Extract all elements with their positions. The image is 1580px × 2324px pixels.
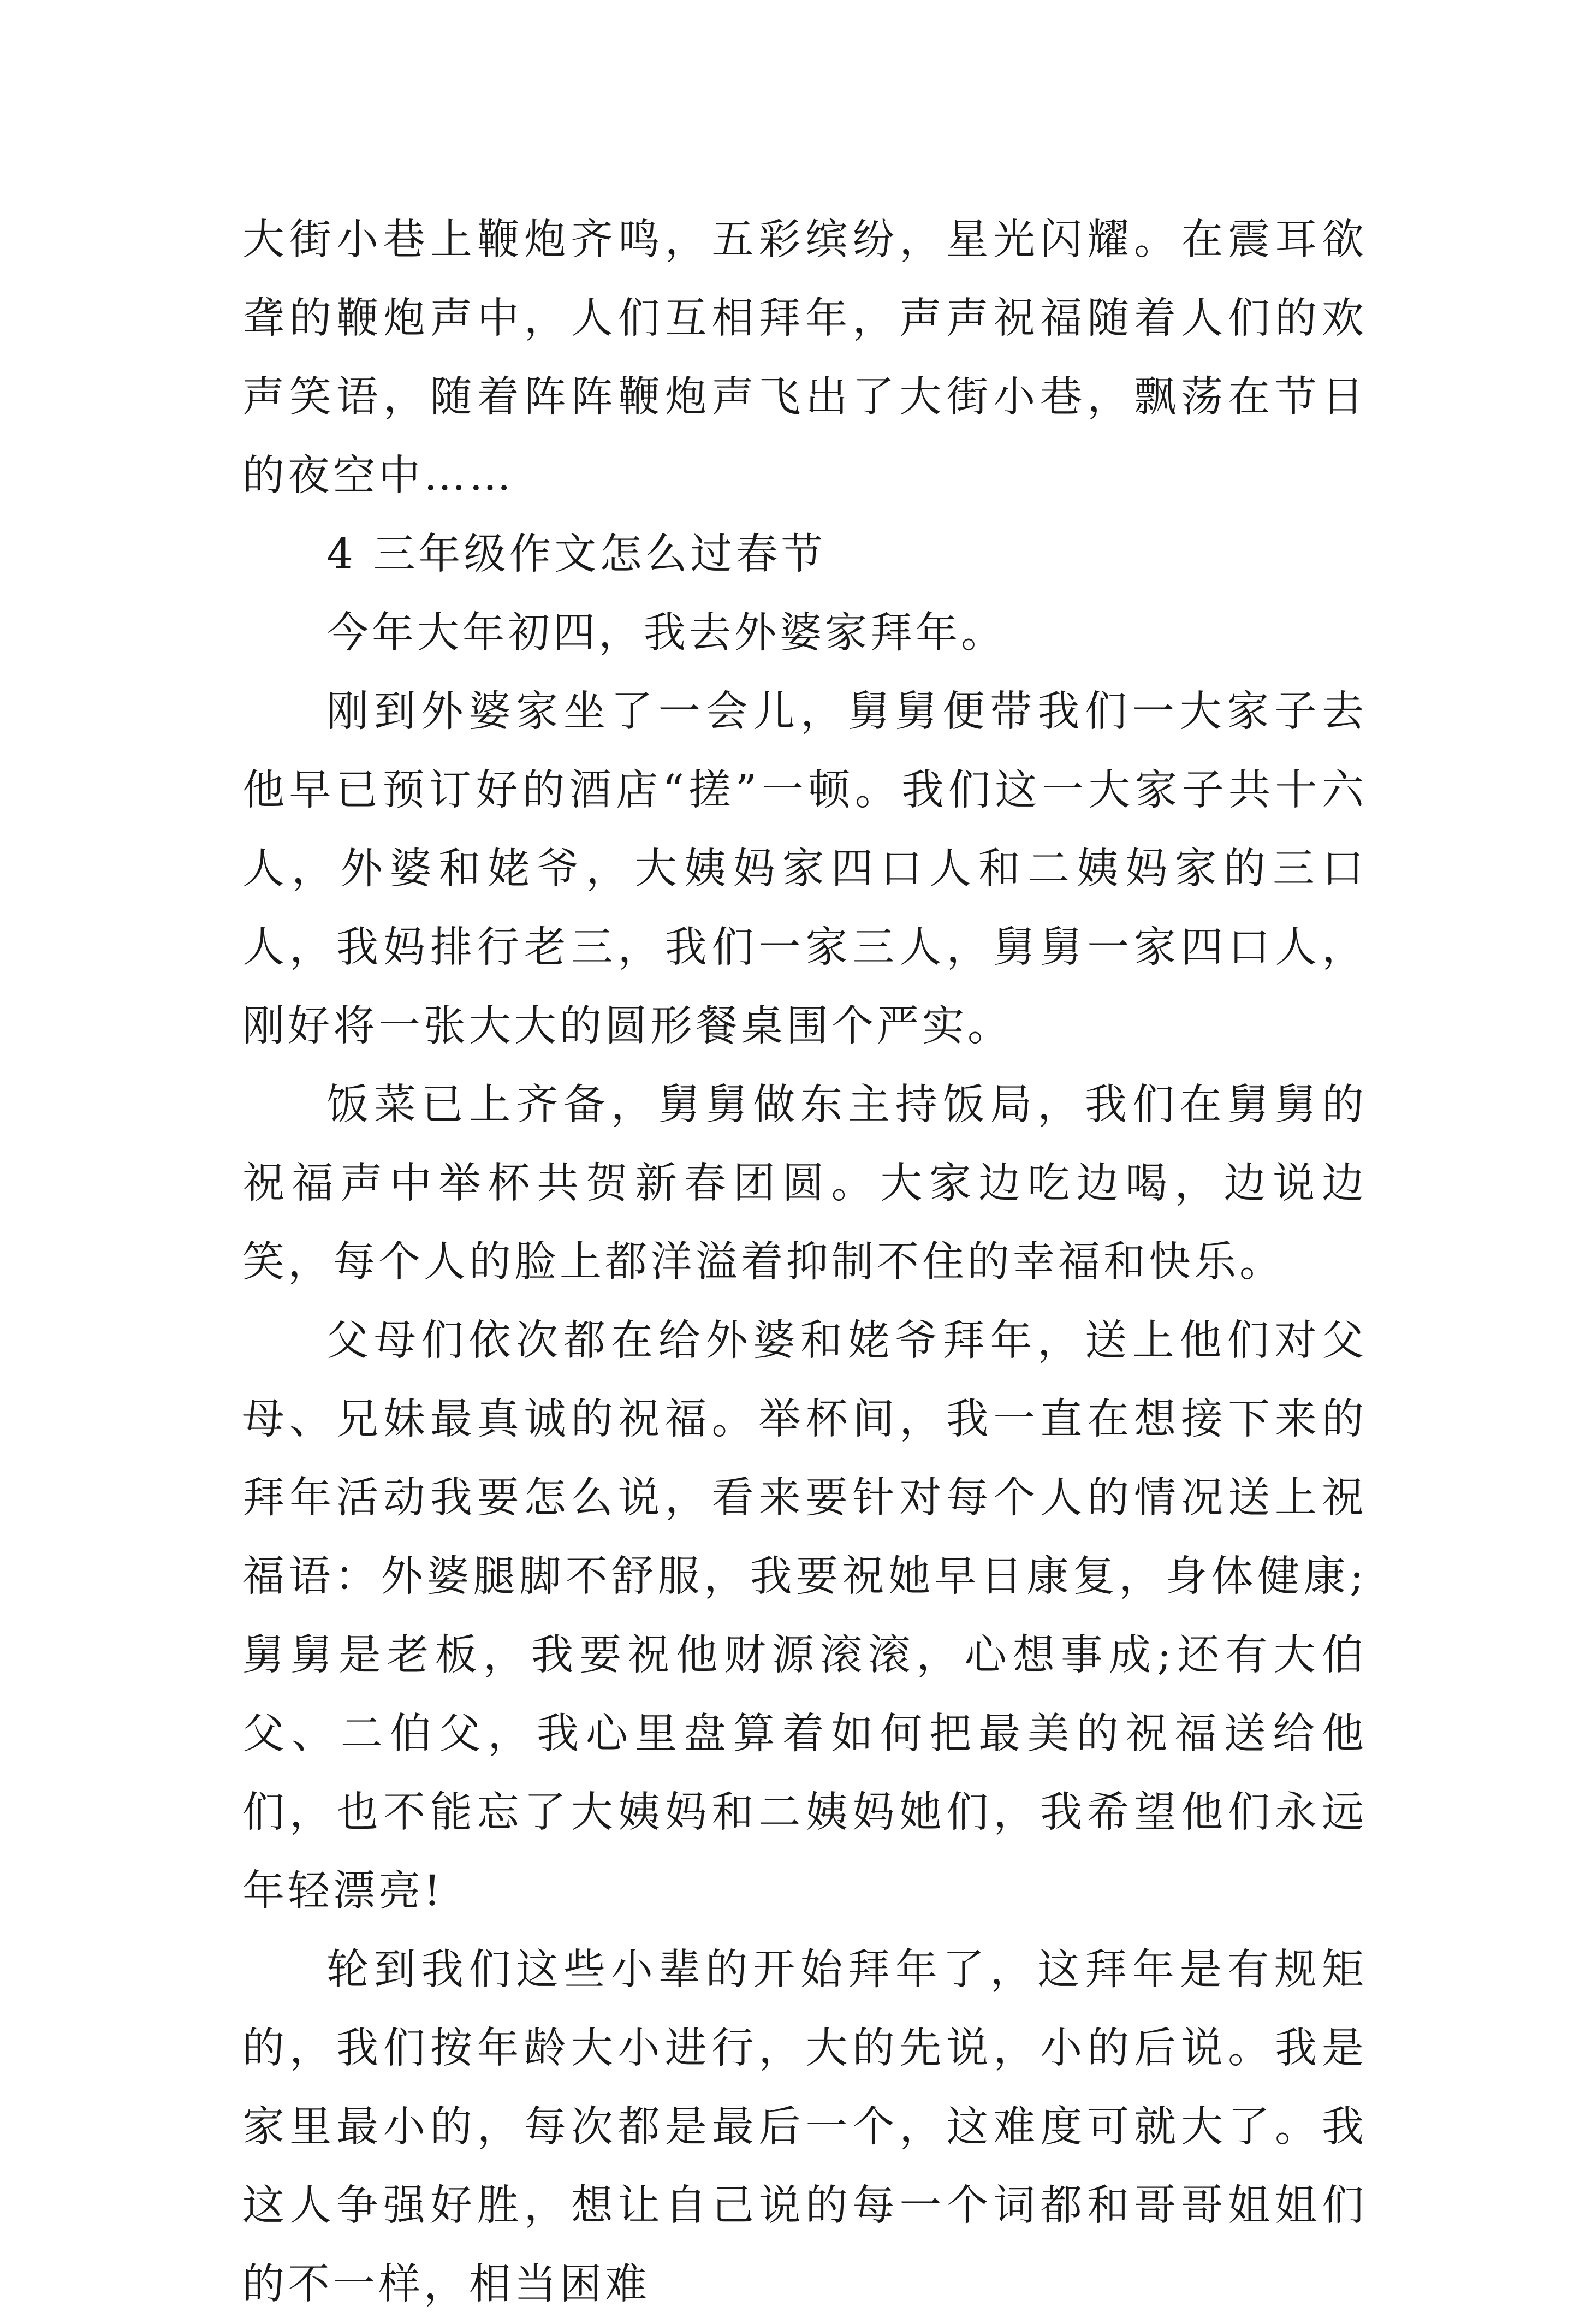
paragraph-2: 今年大年初四，我去外婆家拜年。 xyxy=(326,609,1006,657)
paragraph-4: 饭菜已上齐备，舅舅做东主持饭局，我们在舅舅的祝福声中举杯共贺新春团圆。大家边吃边喝，边说边笑，每个人的脸上都洋溢着抑制不住的幸福和快乐。 xyxy=(242,1081,1367,1286)
paragraph-6: 轮到我们这些小辈的开始拜年了，这拜年是有规矩的，我们按年龄大小进行，大的先说，小的后说。我是家里最小的，每次都是最后一个，这难度可就大了。我这人争强好胜，想让自己说的每一个词都和哥哥姐姐们的不一样，相当困难 xyxy=(242,1946,1367,2309)
paragraph-5: 父母们依次都在给外婆和姥爷拜年，送上他们对父母、兄妹最真诚的祝福。举杯间，我一直在想接下来的拜年活动我要怎么说，看来要针对每个人的情况送上祝福语：外婆腿脚不舒服，我要祝她早日康复，身体健康;舅舅是老板，我要祝他财源滚滚，心想事成;还有大伯父、二伯父，我心里盘算着如何把最美的祝福送给他们，也不能忘了大姨妈和二姨妈她们，我希望他们永远年轻漂亮! xyxy=(242,1317,1367,1916)
section-heading: 4 三年级作文怎么过春节 xyxy=(326,530,827,579)
paragraph-1: 大街小巷上鞭炮齐鸣，五彩缤纷，星光闪耀。在震耳欲聋的鞭炮声中，人们互相拜年，声声祝福随着人们的欢声笑语，随着阵阵鞭炮声飞出了大街小巷，飘荡在节日的夜空中…… xyxy=(242,216,1367,500)
paragraph-3: 刚到外婆家坐了一会儿，舅舅便带我们一大家子去他早已预订好的酒店“搓”一顿。我们这一大家子共十六人，外婆和姥爷，大姨妈家四口人和二姨妈家的三口人，我妈排行老三，我们一家三人，舅舅一家四口人，刚好将一张大大的圆形餐桌围个严实。 xyxy=(242,687,1367,1051)
document-body xyxy=(242,201,1367,2324)
